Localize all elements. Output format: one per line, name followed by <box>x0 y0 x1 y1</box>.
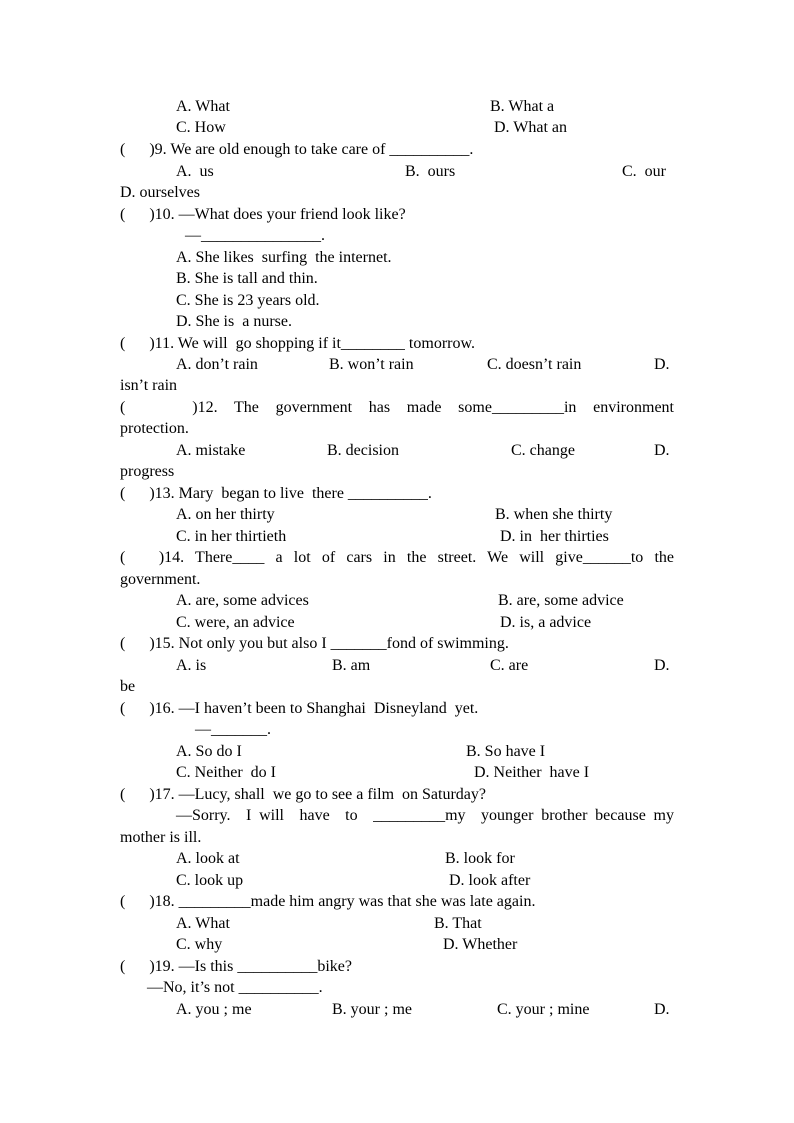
q15-option-d-text: be <box>120 678 136 695</box>
q11-option-d: D. <box>654 356 670 373</box>
q10-stem: ( )10. —What does your friend look like? <box>120 206 406 223</box>
q11-option-a: A. don’t rain <box>176 356 258 373</box>
q19-option-a: A. you ; me <box>176 1001 252 1018</box>
q17-stem: ( )17. —Lucy, shall we go to see a film on Saturday? <box>120 786 486 803</box>
q15-option-b: B. am <box>332 657 371 674</box>
q12-option-d-text: progress <box>120 463 175 480</box>
q19-option-c: C. your ; mine <box>497 1001 590 1018</box>
q13-stem: ( )13. Mary began to live there __________. <box>120 485 432 502</box>
q18-option-c: C. why <box>176 936 223 953</box>
q12-stem-cont: protection. <box>120 420 189 437</box>
q16-option-b: B. So have I <box>466 743 546 760</box>
q17-reply-cont: mother is ill. <box>120 829 202 846</box>
q19-reply: —No, it’s not __________. <box>147 979 323 996</box>
q10-option-b: B. She is tall and thin. <box>176 270 318 287</box>
q12-option-d: D. <box>654 442 670 459</box>
q16-option-d: D. Neither have I <box>474 764 590 781</box>
q16-stem: ( )16. —I haven’t been to Shanghai Disneyland yet. <box>120 700 479 717</box>
q12-stem: ( )12. The government has made some_________in environment <box>120 399 674 416</box>
q10-option-d: D. She is a nurse. <box>176 313 292 330</box>
q12-option-a: A. mistake <box>176 442 246 459</box>
q16-reply: —_______. <box>195 721 271 738</box>
q8-option-b: B. What a <box>490 98 555 115</box>
q12-option-b: B. decision <box>327 442 399 459</box>
q17-option-c: C. look up <box>176 872 244 889</box>
q15-stem: ( )15. Not only you but also I _______fond of swimming. <box>120 635 509 652</box>
q11-stem: ( )11. We will go shopping if it________ tomorrow. <box>120 335 475 352</box>
q12-option-c: C. change <box>511 442 575 459</box>
q18-option-b: B. That <box>434 915 482 932</box>
q17-option-d: D. look after <box>449 872 531 889</box>
q9-option-d: D. ourselves <box>120 184 200 201</box>
q14-option-b: B. are, some advice <box>498 592 624 609</box>
q8-option-c: C. How <box>176 119 226 136</box>
q9-option-c: C. our <box>622 163 666 180</box>
q17-option-a: A. look at <box>176 850 240 867</box>
q8-option-a: A. What <box>176 98 230 115</box>
q10-option-a: A. She likes surfing the internet. <box>176 249 392 266</box>
q15-option-d: D. <box>654 657 670 674</box>
q13-option-b: B. when she thirty <box>495 506 613 523</box>
q19-option-d: D. <box>654 1001 670 1018</box>
q11-option-b: B. won’t rain <box>329 356 414 373</box>
q11-option-c: C. doesn’t rain <box>487 356 582 373</box>
q17-reply: —Sorry. I will have to _________my younger brother because my <box>176 807 674 824</box>
q15-option-a: A. is <box>176 657 207 674</box>
q14-option-a: A. are, some advices <box>176 592 309 609</box>
q10-reply: —_______________. <box>185 227 325 244</box>
q11-option-d-text: isn’t rain <box>120 377 178 394</box>
q14-stem-cont: government. <box>120 571 201 588</box>
q13-option-a: A. on her thirty <box>176 506 275 523</box>
q16-option-c: C. Neither do I <box>176 764 276 781</box>
q18-option-d: D. Whether <box>443 936 518 953</box>
q18-option-a: A. What <box>176 915 230 932</box>
q14-option-c: C. were, an advice <box>176 614 295 631</box>
q10-option-c: C. She is 23 years old. <box>176 292 320 309</box>
q16-option-a: A. So do I <box>176 743 242 760</box>
q13-option-c: C. in her thirtieth <box>176 528 287 545</box>
q14-option-d: D. is, a advice <box>500 614 592 631</box>
q8-option-d: D. What an <box>494 119 568 136</box>
q9-option-b: B. ours <box>405 163 456 180</box>
q19-stem: ( )19. —Is this __________bike? <box>120 958 352 975</box>
q14-stem: ( )14. There____ a lot of cars in the street. We will give______to the <box>120 549 674 566</box>
q15-option-c: C. are <box>490 657 529 674</box>
q9-option-a: A. us <box>176 163 214 180</box>
q18-stem: ( )18. _________made him angry was that she was late again. <box>120 893 536 910</box>
q13-option-d: D. in her thirties <box>500 528 609 545</box>
q19-option-b: B. your ; me <box>332 1001 412 1018</box>
q9-stem: ( )9. We are old enough to take care of __________. <box>120 141 474 158</box>
q17-option-b: B. look for <box>445 850 515 867</box>
